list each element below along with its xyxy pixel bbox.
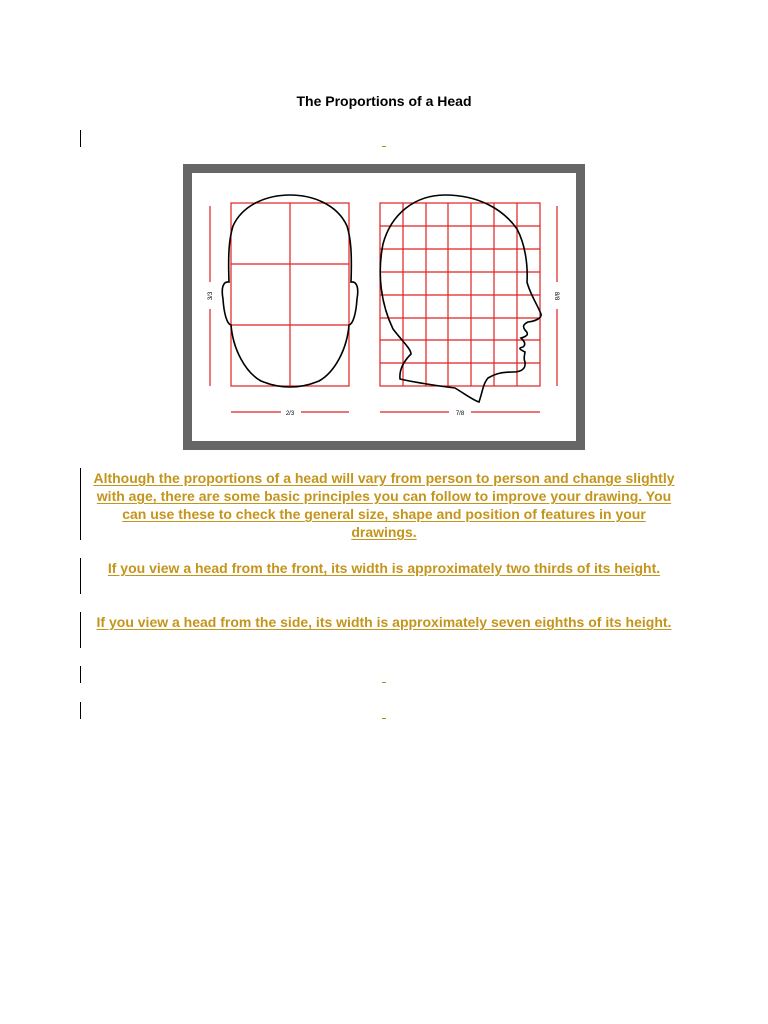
front-height-label: 3/3 — [208, 291, 214, 301]
side-height-label: 8/8 — [553, 291, 559, 301]
change-bar — [80, 612, 81, 648]
change-bar — [80, 130, 81, 147]
change-bar — [80, 666, 81, 683]
change-bar — [80, 558, 81, 594]
side-width-label: 7/8 — [455, 411, 465, 417]
empty-link[interactable] — [382, 682, 386, 683]
empty-link[interactable] — [382, 146, 386, 147]
front-view-paragraph[interactable]: If you view a head from the front, its width is approximately two thirds of its height. — [107, 560, 661, 576]
intro-paragraph[interactable]: Although the proportions of a head will vary from person to person and change slightly with age, there are some basic principles you can follow to improve your drawing. You can use these to check the general size, shape and position of features in your drawings. — [93, 470, 675, 540]
change-bar — [80, 468, 81, 540]
empty-link[interactable] — [382, 718, 386, 719]
front-width-label: 2/3 — [285, 411, 295, 417]
change-bar — [80, 702, 81, 719]
head-proportions-diagram — [183, 164, 585, 450]
page-title: The Proportions of a Head — [296, 93, 472, 109]
head-proportions-figure — [183, 164, 585, 450]
side-view-paragraph[interactable]: If you view a head from the side, its width is approximately seven eighths of its height. — [96, 614, 672, 630]
